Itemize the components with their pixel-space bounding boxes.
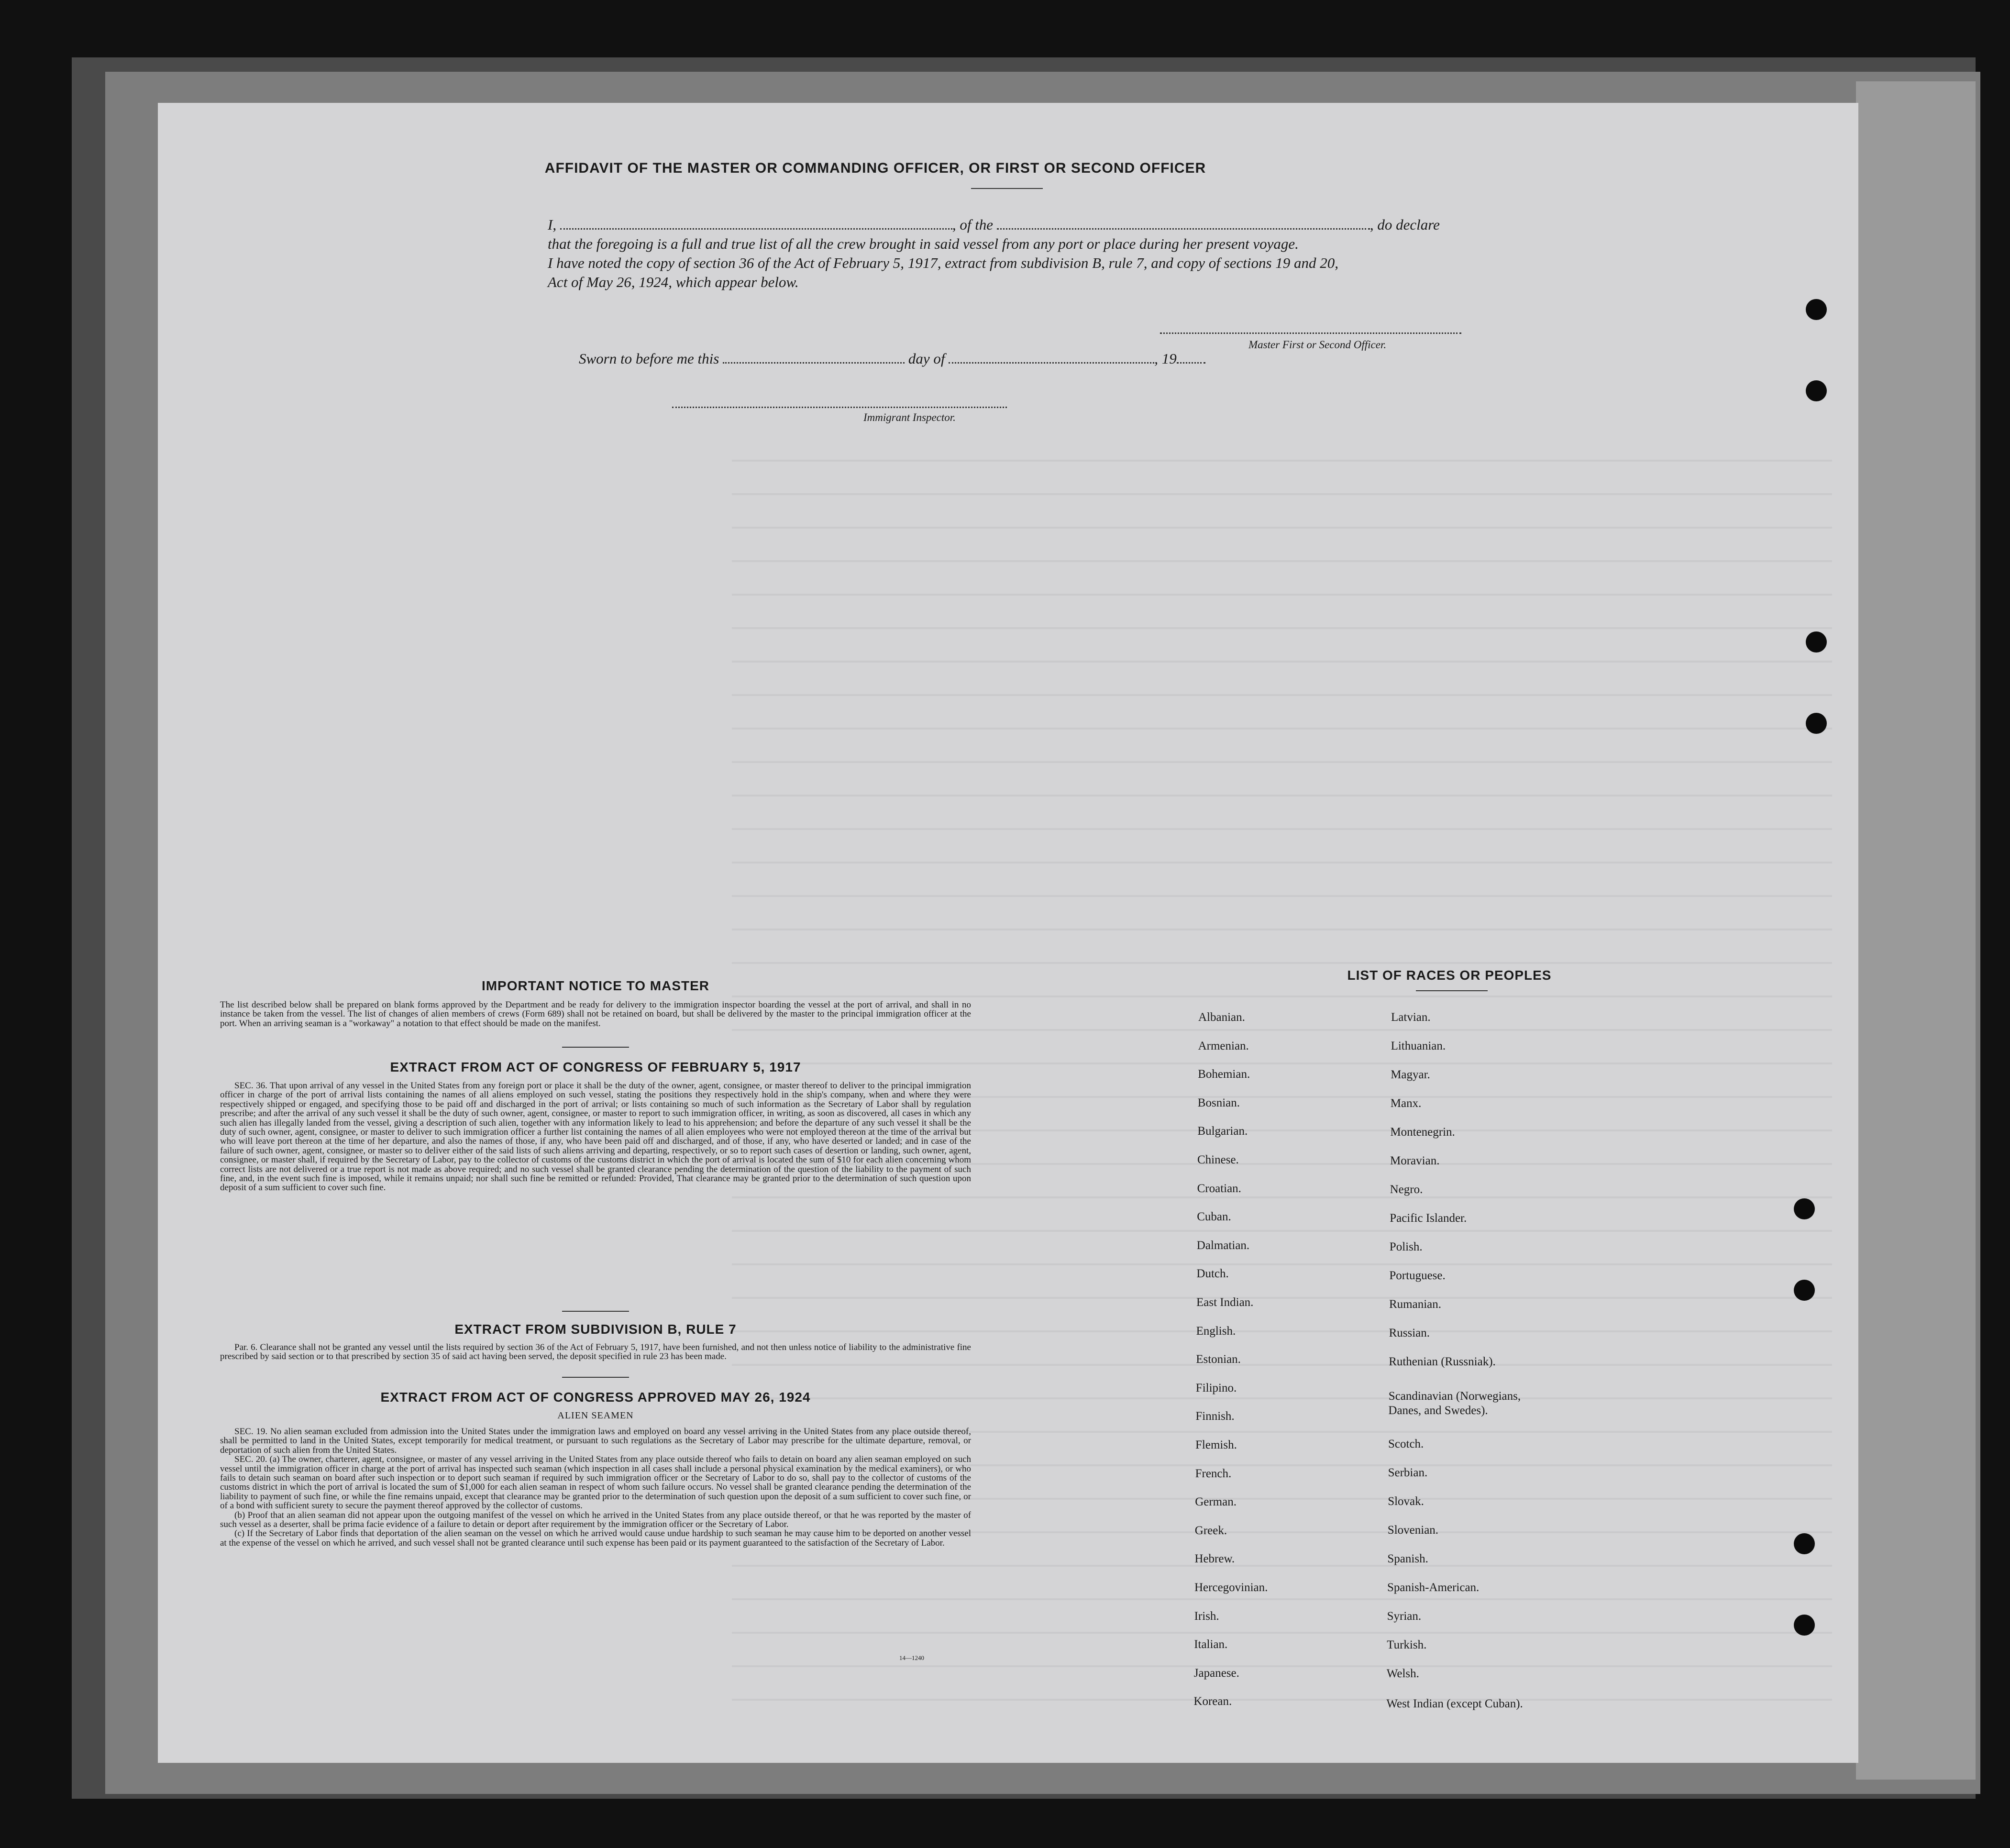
race-item: Croatian. [1197, 1182, 1241, 1195]
punch-hole [1794, 1615, 1815, 1636]
punch-hole [1806, 299, 1827, 320]
punch-hole [1806, 713, 1827, 734]
race-item: Hebrew. [1194, 1552, 1235, 1566]
punch-hole [1806, 631, 1827, 653]
month-blank[interactable] [949, 355, 1154, 364]
year-blank[interactable] [1177, 355, 1205, 364]
race-item: Manx. [1390, 1097, 1422, 1110]
notice-rule [562, 1047, 629, 1048]
race-item: Bohemian. [1198, 1068, 1250, 1081]
race-item: Moravian. [1390, 1154, 1440, 1167]
race-item: Slovenian. [1387, 1524, 1439, 1537]
race-item: Korean. [1193, 1695, 1232, 1708]
document-page [158, 103, 1858, 1763]
notice-text: The list described below shall be prepared on blank forms approved by the Department and be ready for delivery to the immigration inspector boarding the vessel at the port of arrival, and shall in no instance be taken from the vessel. The list of changes of alien members of crews (Form 689) shall not be retained on board, but shall be delivered by the master to the principal immigration officer at the port. When an arriving seaman is a "workaway" a notation to that effect should be made on the manifest. [220, 1000, 971, 1029]
sec-19-text: SEC. 19. No alien seaman excluded from admission into the United States under the immigration laws and employed on board any vessel arriving in the United States from any place outside thereof, shall be permitted to land in the United States, except temporarily for medical treatment, or pursuant to such regulations as the Secretary of Labor may prescribe for the ultimate departure, removal, or deportation of such alien from the United States. [220, 1427, 971, 1455]
i-label: I, [548, 216, 557, 233]
race-item: Estonian. [1196, 1353, 1241, 1366]
race-item: Magyar. [1391, 1068, 1430, 1081]
vessel-blank[interactable] [997, 221, 1370, 230]
race-item: Greek. [1194, 1524, 1227, 1537]
race-item: Scotch. [1388, 1438, 1424, 1450]
race-item: Bulgarian. [1197, 1125, 1248, 1138]
race-item: West Indian (except Cuban). [1386, 1697, 1523, 1710]
race-item: Montenegrin. [1390, 1126, 1455, 1139]
race-item: Bosnian. [1197, 1096, 1240, 1109]
subdivision-rule [562, 1377, 629, 1378]
sec-20b-text: (b) Proof that an alien seaman did not appear upon the outgoing manifest of the vessel on which he arrived in the United States from any place outside thereof, or that he was reported by the master of such vessel as a deserter, shall be prima facie evidence of a failure to detain or deport after requirement by the immigration officer or the Secretary of Labor. [220, 1510, 971, 1530]
title-rule [971, 188, 1043, 189]
race-item: Italian. [1194, 1638, 1228, 1651]
race-item: Irish. [1194, 1609, 1219, 1623]
extract-1917-text: SEC. 36. That upon arrival of any vessel in the United States from any foreign port or place it shall be the duty of the owner, agent, consignee, or master thereof to deliver to the principal immigration officer in charge of the port of arrival lists containing the names of all aliens employed on such vessel, stating the positions they respectively hold in the ship's company, when and where they were respectively shipped or engaged, and specifying those to be paid off and discharged in the port of arrival; or lists containing so much of such information as the Secretary of Labor shall by regulation prescribe; and after the arrival of any such vessel it shall be the duty of such owner, agent, consignee, or master to report to such immigration officer, in writing, as soon as discovered, all cases in which any such alien has illegally landed from the vessel, giving a description of such alien, together with any information likely to lead to his apprehension; and before the departure of any such vessel it shall be the duty of such owner, agent, consignee, or master to deliver to such immigration officer a further list containing the names of all alien employees who were not employed thereon at the time of the arrival but who will leave port thereon at the time of her departure, and also the names of those, if any, who have been paid off and discharged, and of those, if any, who have deserted or landed; and in case of the failure of such owner, agent, consignee, or master so to deliver either of the said lists of such aliens arriving and departing, respectively, or so to report such cases of desertion or landing, such owner, agent, consignee, or master shall, if required by the Secretary of Labor, pay to the collector of customs of the customs district in which the port of arrival is located the sum of $10 for each alien concerning whom correct lists are not delivered or a true report is not made as above required; and no such vessel shall be granted clearance pending the determination of the question of the liability to the payment of such fine, and, in the event such fine is imposed, while it remains unpaid; nor shall such fine be remitted or refunded: Provided, That clearance may be granted prior to the determination of such question upon deposit of a sum sufficient to cover such fine. [220, 1081, 971, 1193]
race-item: Spanish. [1387, 1552, 1428, 1565]
races-title: LIST OF RACES OR PEOPLES [1347, 968, 1552, 983]
affidavit-line-2: I have noted the copy of section 36 of the Act of February 5, 1917, extract from subdivision B, rule 7, and copy of sections 19 and 20, [548, 255, 1339, 271]
sworn-line [579, 349, 1392, 368]
race-item: Ruthenian (Russniak). [1389, 1355, 1496, 1368]
sec-20a-text: SEC. 20. (a) The owner, charterer, agent, consignee, or master of any vessel arriving in the United States from any place outside thereof who fails to detain on board any alien seaman employed on such vessel until the immigration officer in charge at the port of arrival has inspected such seaman (which inspection in all cases shall include a personal physical examination by the medical examiners), or who fails to detain such seaman on board after such inspection or to deport such seaman if required by such immigration officer or the Secretary of Labor to do so, shall pay to the collector of customs of the customs district in which the port of arrival is located the sum of $1,000 for each alien seaman in respect of whom such failure occurs. No vessel shall be granted clearance pending the determination of the liability to payment of such fine, or while the fine remains unpaid, except that clearance may be granted prior to the determination of such question upon the deposit of a sum sufficient to cover such fine, or of a bond with sufficient surety to secure the payment thereof approved by the collector of customs. [220, 1454, 971, 1511]
race-item: Dutch. [1196, 1267, 1229, 1281]
race-item: German. [1195, 1495, 1237, 1509]
race-item: Negro. [1390, 1183, 1423, 1196]
race-item: Flemish. [1195, 1439, 1237, 1451]
master-label: Master First or Second Officer. [1248, 339, 1387, 351]
races-rule [1416, 990, 1488, 991]
race-item: Chinese. [1197, 1153, 1239, 1166]
race-item: Albanian. [1198, 1011, 1245, 1024]
race-item: Russian. [1389, 1327, 1430, 1339]
race-item: Dalmatian. [1196, 1239, 1250, 1252]
subdivision-text: Par. 6. Clearance shall not be granted any vessel until the lists required by section 36 of the Act of February 5, 1917, have been furnished, and not then unless notice of liability to the administrative fine prescribed by said section or to that prescribed by section 35 of said act having been served, the deposit specified in rule 23 has been made. [220, 1342, 971, 1362]
affidavit-title: AFFIDAVIT OF THE MASTER OR COMMANDING OFFICER, OR FIRST OR SECOND OFFICER [544, 160, 1206, 176]
race-item: Turkish. [1387, 1638, 1427, 1651]
extract-1917-rule [562, 1311, 629, 1312]
extract-1917-title: EXTRACT FROM ACT OF CONGRESS OF FEBRUARY 5, 1917 [390, 1060, 801, 1074]
master-signature-line[interactable] [1160, 332, 1461, 334]
sheet-edge [1856, 81, 1976, 1780]
alien-seamen-subtitle: ALIEN SEAMEN [557, 1410, 634, 1421]
race-item: Scandinavian (Norwegians, [1388, 1390, 1521, 1403]
race-item: French. [1195, 1467, 1232, 1480]
race-item: Lithuanian. [1391, 1040, 1446, 1052]
race-item: Hercegovinian. [1194, 1581, 1268, 1594]
year-label: , 19 [1154, 350, 1177, 367]
inspector-label: Immigrant Inspector. [863, 411, 956, 423]
extract-1924-title: EXTRACT FROM ACT OF CONGRESS APPROVED MAY 26, 1924 [380, 1390, 811, 1405]
punch-hole [1794, 1198, 1815, 1219]
race-item: Japanese. [1193, 1666, 1239, 1680]
race-item: Armenian. [1198, 1039, 1249, 1052]
affidavit-line-1: that the foregoing is a full and true list of all the crew brought in said vessel from any port or place during her present voyage. [548, 235, 1299, 252]
race-item: Rumanian. [1389, 1298, 1442, 1311]
sworn-label: Sworn to before me this [579, 350, 719, 367]
race-item: Finnish. [1195, 1410, 1235, 1423]
punch-hole [1794, 1280, 1815, 1301]
extract-1924-text [220, 1427, 971, 1548]
race-item: Slovak. [1388, 1495, 1424, 1508]
name-blank[interactable] [560, 221, 952, 230]
notice-title: IMPORTANT NOTICE TO MASTER [481, 978, 710, 993]
race-item: Filipino. [1195, 1381, 1237, 1394]
affidavit-fill-line [548, 215, 1648, 234]
punch-hole [1806, 380, 1827, 401]
form-number: 14—1240 [899, 1654, 924, 1661]
race-item: Latvian. [1391, 1011, 1431, 1024]
race-item: Serbian. [1388, 1466, 1428, 1479]
race-item: Cuban. [1197, 1210, 1231, 1224]
sec-20c-text: (c) If the Secretary of Labor finds that deportation of the alien seaman on the vessel on which he arrived would cause undue hardship to such seaman he may cause him to be deported on another vessel at the expense of the vessel on which he arrived, and such vessel shall not be granted clearance until such expense has been paid or its payment guaranteed to the satisfaction of the Secretary of Labor. [220, 1528, 971, 1548]
race-item: Portuguese. [1389, 1269, 1446, 1282]
of-the-label: , of the [952, 216, 994, 233]
inspector-signature-line[interactable] [672, 407, 1007, 408]
race-item: Pacific Islander. [1390, 1212, 1467, 1225]
race-item: Spanish-American. [1387, 1581, 1480, 1594]
punch-hole [1794, 1533, 1815, 1554]
race-item: East Indian. [1196, 1296, 1254, 1309]
affidavit-line-3: Act of May 26, 1924, which appear below. [548, 274, 799, 290]
race-item: Welsh. [1386, 1667, 1419, 1680]
do-declare-label: , do declare [1369, 216, 1440, 233]
day-of-label: day of [908, 350, 945, 367]
race-item: Syrian. [1387, 1610, 1422, 1623]
day-blank[interactable] [723, 355, 905, 364]
race-item: Polish. [1389, 1240, 1423, 1253]
race-item: English. [1196, 1324, 1236, 1338]
subdivision-title: EXTRACT FROM SUBDIVISION B, RULE 7 [454, 1322, 737, 1337]
race-item: Danes, and Swedes). [1388, 1404, 1488, 1417]
